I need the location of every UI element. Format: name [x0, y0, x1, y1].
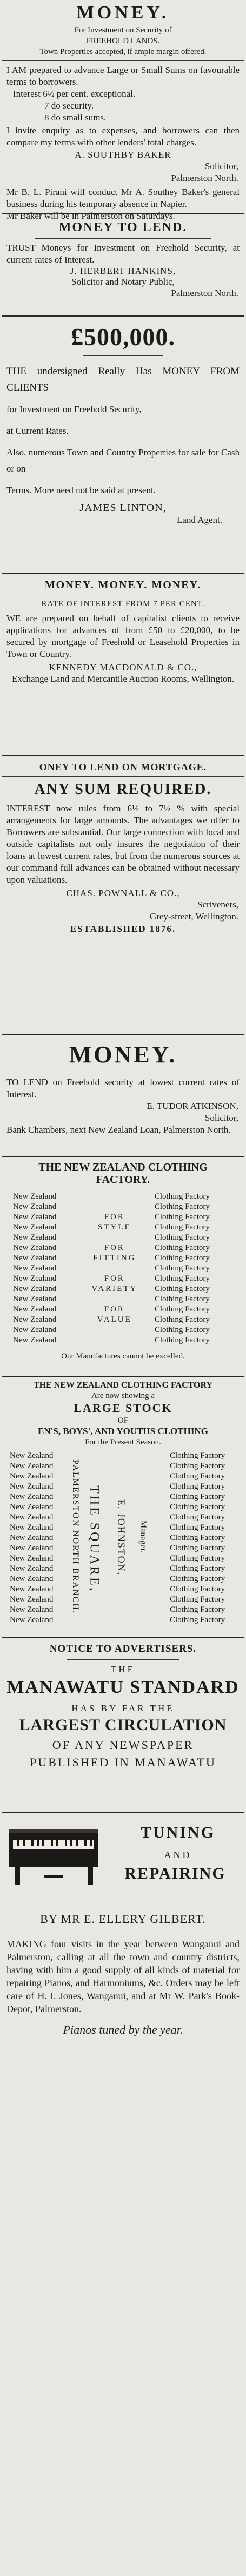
stock-right-text: Clothing Factory — [170, 1585, 225, 1593]
stock-left-text: New Zealand — [10, 1544, 54, 1552]
ad-line: LARGEST CIRCULATION — [19, 1716, 227, 1734]
row-left-text: New Zealand — [13, 1295, 57, 1303]
divider — [2, 60, 244, 61]
stock-left-text: New Zealand — [10, 1616, 54, 1624]
row-right-text: Clothing Factory — [154, 1202, 210, 1211]
ad-subtitle: OF — [117, 1416, 129, 1425]
stock-left-text: New Zealand — [10, 1554, 54, 1563]
piano-header — [2, 1818, 244, 1910]
stock-left-text: New Zealand — [10, 1564, 54, 1573]
stock-right-text: Clothing Factory — [170, 1513, 225, 1522]
ad-line: OF ANY NEWSPAPER — [52, 1738, 194, 1752]
ad-title: THE NEW ZEALAND CLOTHING FACTORY — [33, 1381, 213, 1390]
row-middle-text — [76, 1192, 154, 1202]
row-left-text: New Zealand — [13, 1274, 57, 1283]
ad-note: Mr Baker will be in Palmerston on Saturdays. — [6, 211, 175, 221]
ad-pownall — [2, 762, 244, 934]
divider — [2, 315, 244, 317]
stock-right-text: Clothing Factory — [170, 1451, 225, 1460]
stock-left-text: New Zealand — [10, 1523, 54, 1532]
ad-money-baker — [2, 0, 244, 222]
ad-headline: LARGE STOCK — [74, 1401, 172, 1415]
ad-footer: Pianos tuned by the year. — [63, 2023, 183, 2036]
clothing-row — [12, 1263, 234, 1274]
clothing-row — [12, 1192, 234, 1202]
piano-icon — [6, 1824, 101, 1888]
row-left-text: New Zealand — [13, 1213, 57, 1221]
ad-title: FACTORY. — [96, 1174, 150, 1186]
ad-rate: RATE OF INTEREST FROM 7 PER CENT. — [41, 600, 205, 608]
advertiser-role: Solicitor, — [204, 1113, 238, 1123]
newspaper-name: MANAWATU STANDARD — [6, 1677, 240, 1697]
clothing-table — [12, 1192, 234, 1346]
divider — [2, 1376, 244, 1377]
tuning-heading: AND — [164, 1849, 192, 1860]
divider — [2, 213, 244, 214]
ad-clothing-factory — [2, 1161, 244, 1362]
advertiser-place: Bank Chambers, next New Zealand Loan, Palmerston North. — [6, 1125, 231, 1135]
row-middle-text: FITTING — [93, 1254, 136, 1262]
stock-left-text: New Zealand — [10, 1492, 54, 1501]
ad-subtitle: For the Present Season. — [85, 1438, 161, 1447]
ad-subtitle: Town Properties accepted, if ample margin offered. — [39, 48, 207, 56]
advertiser-role: Scriveners, — [197, 899, 238, 910]
divider — [2, 1812, 244, 1813]
row-right-text: Clothing Factory — [154, 1243, 210, 1252]
ad-line: HAS BY FAR THE — [71, 1703, 175, 1713]
advertiser-name: J. HERBERT HANKINS, — [70, 266, 176, 276]
advertiser-name: E. TUDOR ATKINSON, — [147, 1101, 238, 1111]
stock-left-text: New Zealand — [10, 1585, 54, 1593]
row-right-text: Clothing Factory — [154, 1284, 210, 1293]
advertiser-place: Palmerston North. — [171, 173, 238, 183]
clothing-row — [12, 1222, 234, 1233]
stock-left-text: New Zealand — [10, 1472, 54, 1481]
advertiser-name: CHAS. POWNALL & CO., — [66, 888, 180, 898]
ad-money-kennedy — [2, 579, 244, 685]
stock-left-text: New Zealand — [10, 1462, 54, 1470]
row-left-text: New Zealand — [13, 1243, 57, 1252]
ad-title: MONEY. — [69, 1041, 177, 1068]
ad-money-hankins — [2, 220, 244, 299]
stock-left-column — [10, 1451, 53, 1625]
clothing-row — [12, 1274, 234, 1284]
interest-line: 8 do small sums. — [44, 112, 107, 123]
advertiser-role: Solicitor and Notary Public, — [71, 277, 175, 287]
ad-body: THE undersigned Really Has MONEY FROM CLIENTS — [6, 366, 240, 393]
row-right-text: Clothing Factory — [154, 1223, 210, 1232]
stock-right-text: Clothing Factory — [170, 1534, 225, 1542]
row-middle-text: FOR — [104, 1213, 125, 1221]
stock-right-text: Clothing Factory — [170, 1554, 225, 1563]
row-left-text: New Zealand — [13, 1284, 57, 1293]
ad-title: MONEY. MONEY. MONEY. — [44, 579, 202, 591]
clothing-row — [12, 1284, 234, 1294]
row-middle-text: VARIETY — [91, 1284, 138, 1293]
tuner-name: BY MR E. ELLERY GILBERT. — [40, 1912, 206, 1926]
clothing-row — [12, 1315, 234, 1325]
clothing-row — [12, 1325, 234, 1335]
row-left-text: New Zealand — [13, 1223, 57, 1232]
vertical-text: PALMERSTON NORTH BRANCH. — [71, 1459, 80, 1614]
stock-right-text: Clothing Factory — [170, 1492, 225, 1501]
ad-body: Terms. More need not be said at present. — [6, 485, 156, 495]
divider — [2, 1156, 244, 1157]
row-right-text: Clothing Factory — [154, 1305, 210, 1314]
advertiser-place: Grey-street, Wellington. — [149, 911, 238, 922]
clothing-table-body — [12, 1192, 234, 1346]
row-right-text: Clothing Factory — [154, 1295, 210, 1303]
divider — [83, 355, 163, 356]
stock-right-text: Clothing Factory — [170, 1503, 225, 1511]
vertical-branch-block — [70, 1451, 164, 1624]
interest-line: Interest 6½ per cent. exceptional. — [13, 89, 136, 99]
stock-right-text: Clothing Factory — [170, 1462, 225, 1470]
row-middle-text: STYLE — [98, 1223, 131, 1232]
row-middle-text: VALUE — [97, 1315, 132, 1324]
tuning-heading: TUNING — [140, 1824, 215, 1841]
stock-right-text: Clothing Factory — [170, 1544, 225, 1552]
ad-footer: Our Manufactures cannot be excelled. — [61, 1352, 185, 1361]
established-line: ESTABLISHED 1876. — [70, 924, 176, 934]
ad-body: at Current Rates. — [6, 426, 69, 436]
ad-line: PUBLISHED IN MANAWATU — [30, 1756, 216, 1769]
stock-right-text: Clothing Factory — [170, 1472, 225, 1481]
divider — [35, 238, 211, 239]
vertical-text: THE SQUARE, — [87, 1485, 102, 1593]
advertiser-name: A. SOUTHBY BAKER — [75, 150, 171, 160]
advertiser-name: JAMES LINTON, — [79, 502, 167, 514]
clothing-row — [12, 1233, 234, 1243]
row-right-text: Clothing Factory — [154, 1326, 210, 1334]
stock-left-text: New Zealand — [10, 1575, 54, 1583]
row-left-text: New Zealand — [13, 1326, 57, 1334]
ad-body: I invite enquiry as to expenses, and borrowers can then compare my terms with other lenders' total charges. — [6, 125, 240, 147]
clothing-row — [12, 1304, 234, 1315]
ad-piano-tuning — [2, 1818, 244, 2037]
stock-right-text: Clothing Factory — [170, 1564, 225, 1573]
row-left-text: New Zealand — [13, 1336, 57, 1344]
row-middle-text — [76, 1335, 154, 1346]
stock-right-column — [170, 1451, 225, 1625]
stock-left-text: New Zealand — [10, 1605, 54, 1614]
stock-left-text: New Zealand — [10, 1451, 54, 1460]
ad-title: ONEY TO LEND ON MORTGAGE. — [39, 762, 207, 772]
row-left-text: New Zealand — [13, 1233, 57, 1242]
clothing-row — [12, 1243, 234, 1253]
stock-right-text: Clothing Factory — [170, 1605, 225, 1614]
stock-right-text: Clothing Factory — [170, 1616, 225, 1624]
clothing-row — [12, 1253, 234, 1263]
row-middle-text — [76, 1233, 154, 1243]
ad-subtitle: For Investment on Security of — [74, 26, 172, 35]
divider — [2, 776, 244, 777]
row-right-text: Clothing Factory — [154, 1233, 210, 1242]
row-right-text: Clothing Factory — [154, 1192, 210, 1201]
ad-title: MONEY. — [76, 3, 170, 23]
stock-left-text: New Zealand — [10, 1513, 54, 1522]
row-middle-text: FOR — [104, 1243, 125, 1252]
row-right-text: Clothing Factory — [154, 1264, 210, 1273]
row-middle-text — [76, 1202, 154, 1212]
row-middle-text: FOR — [104, 1274, 125, 1283]
ad-clothing-stock — [2, 1381, 244, 1629]
ad-note: Mr B. L. Pirani will conduct Mr A. Southey Baker's general business during his temporary absence in Napier. — [6, 187, 240, 209]
interest-line: 7 do security. — [44, 100, 94, 111]
row-right-text: Clothing Factory — [154, 1336, 210, 1344]
stock-right-text: Clothing Factory — [170, 1575, 225, 1583]
divider — [2, 755, 244, 756]
ad-body: Also, numerous Town and Country Properties for sale for Cash or on — [6, 447, 240, 474]
row-middle-text — [76, 1294, 154, 1304]
clothing-row — [12, 1202, 234, 1212]
divider — [2, 1637, 244, 1638]
divider — [67, 1659, 179, 1660]
stock-right-text: Clothing Factory — [170, 1482, 225, 1491]
advertiser-place: Palmerston North. — [171, 288, 238, 298]
advertiser-role: Solicitor, — [204, 161, 238, 171]
ad-body: WE are prepared on behalf of capitalist clients to receive applications for advances of from £50 to £20,000, to be secured by mortgage of Freehold or Leasehold Properties in Town or Country. — [6, 613, 240, 659]
ad-title: NOTICE TO ADVERTISERS. — [49, 1643, 197, 1654]
tuning-heading: REPAIRING — [124, 1865, 226, 1882]
vertical-text: Manager. — [138, 1521, 148, 1553]
row-left-text: New Zealand — [13, 1192, 57, 1201]
ad-money-atkinson — [2, 1040, 244, 1136]
ad-body: for Investment on Freehold Security, — [6, 404, 142, 414]
ad-line: THE — [110, 1664, 136, 1674]
row-right-text: Clothing Factory — [154, 1274, 210, 1283]
ad-body: INTEREST now rules from 6½ to 7½ % with special arrangements for large amounts. The advantages we offer to Borrowers are substantial. Our large connection with local and outside capitalists not only insures the negotiation of their loans at lowest current rates, but from the numerous sources at our command full advances can be obtained without necessary upon valuations. — [6, 803, 240, 885]
divider — [2, 1034, 244, 1035]
row-middle-text: FOR — [104, 1305, 125, 1314]
ad-title: THE NEW ZEALAND CLOTHING — [38, 1161, 208, 1173]
advertiser-role: Land Agent. — [176, 515, 222, 525]
ad-body: TRUST Moneys for Investment on Freehold Security, at current rates of Interest. — [6, 243, 240, 265]
ad-subtitle: Are now showing a — [91, 1391, 155, 1400]
row-right-text: Clothing Factory — [154, 1315, 210, 1324]
clothing-row — [12, 1294, 234, 1304]
ad-body: MAKING four visits in the year between Wanganui and Palmerston, calling at all the town and country districts, having with him a good supply of all kinds of material for repairing Pianos, and Harmoniums, &c. Orders may be left care of H. I. Jones, Wanganui, and at Mr W. Park's Book-Depot, Palmerston. — [6, 1939, 240, 2014]
row-left-text: New Zealand — [13, 1305, 57, 1314]
row-middle-text — [76, 1263, 154, 1274]
row-left-text: New Zealand — [13, 1202, 57, 1211]
ad-headline: ANY SUM REQUIRED. — [34, 781, 212, 798]
ad-notice-advertisers — [2, 1643, 244, 1771]
ad-amount: £500,000. — [71, 323, 175, 351]
clothing-row — [12, 1212, 234, 1222]
ad-500000-linton — [2, 322, 244, 526]
row-middle-text — [76, 1325, 154, 1335]
stock-right-text: Clothing Factory — [170, 1595, 225, 1604]
row-left-text: New Zealand — [13, 1264, 57, 1273]
divider — [2, 573, 244, 574]
stock-left-text: New Zealand — [10, 1534, 54, 1542]
stock-grid — [2, 1451, 244, 1629]
vertical-text: E. JOHNSTON, — [116, 1499, 127, 1576]
ad-subtitle: FREEHOLD LANDS. — [86, 37, 160, 45]
row-right-text: Clothing Factory — [154, 1254, 210, 1262]
stock-left-text: New Zealand — [10, 1503, 54, 1511]
ad-headline: EN'S, BOYS', AND YOUTHS CLOTHING — [38, 1426, 208, 1436]
clothing-row — [12, 1335, 234, 1346]
ad-body: I AM prepared to advance Large or Small Sums on favourable terms to borrowers. — [6, 65, 240, 87]
ad-title: MONEY TO LEND. — [58, 220, 188, 234]
stock-left-text: New Zealand — [10, 1595, 54, 1604]
advertiser-name: KENNEDY MACDONALD & CO., — [49, 662, 197, 672]
stock-left-text: New Zealand — [10, 1482, 54, 1491]
stock-right-text: Clothing Factory — [170, 1523, 225, 1532]
advertiser-role: Exchange Land and Mercantile Auction Rooms, Wellington. — [12, 674, 234, 684]
row-left-text: New Zealand — [13, 1254, 57, 1262]
newspaper-column — [2, 0, 244, 2576]
ad-body: TO LEND on Freehold security at lowest current rates of Interest. — [6, 1077, 240, 1099]
row-left-text: New Zealand — [13, 1315, 57, 1324]
row-right-text: Clothing Factory — [154, 1213, 210, 1221]
